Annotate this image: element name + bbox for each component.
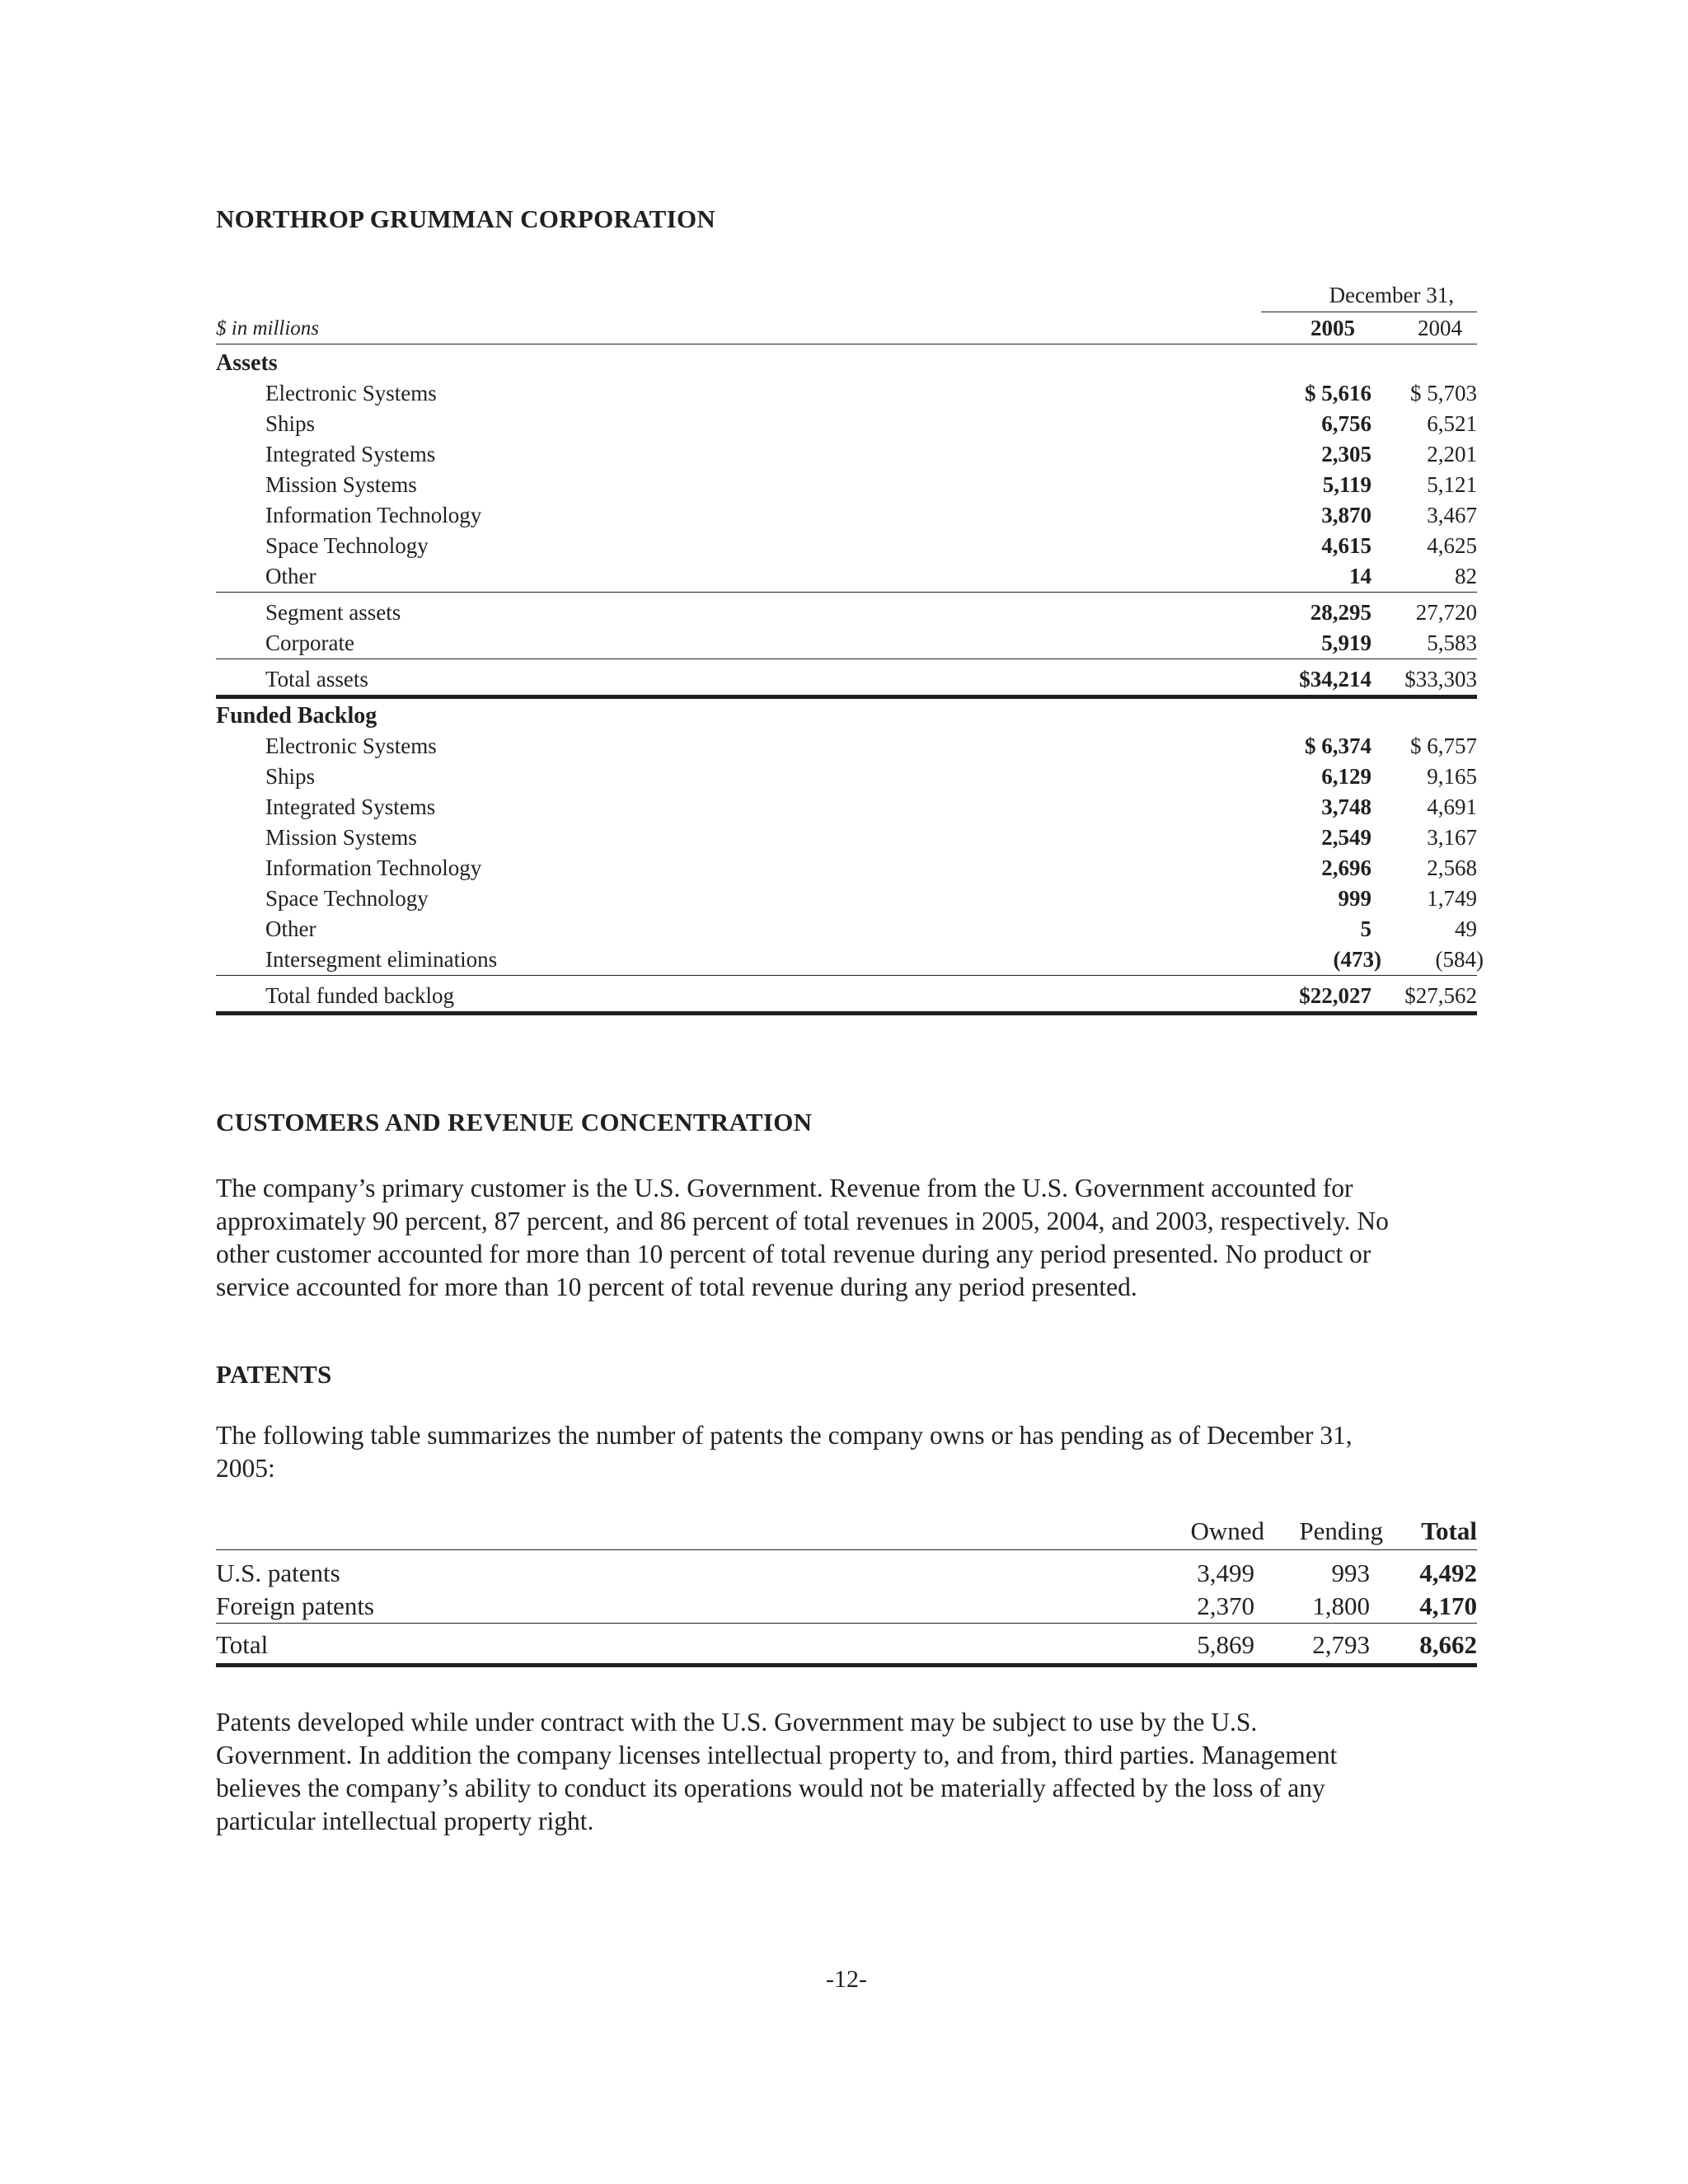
company-heading: NORTHROP GRUMMAN CORPORATION <box>216 204 716 233</box>
row-label: Total <box>216 1630 269 1659</box>
total-value: 4,492 <box>1419 1558 1477 1587</box>
value-2004: 3,467 <box>1427 503 1477 527</box>
segment-assets-row <box>216 598 1477 628</box>
paragraph-line: believes the company’s ability to conduct its operations would not be materially affected by the loss of any <box>216 1774 1325 1802</box>
paragraph-line: service accounted for more than 10 percent of total revenue during any period presented. <box>216 1272 1137 1301</box>
owned-value: 5,869 <box>1197 1630 1254 1659</box>
table-row <box>216 1557 1477 1590</box>
row-label: Foreign patents <box>216 1591 374 1620</box>
paragraph-line: The following table summarizes the number of patents the company owns or has pending as of December 31, <box>216 1421 1353 1450</box>
table-row <box>216 531 1477 561</box>
pending-value: 993 <box>1331 1558 1370 1587</box>
row-label: Ships <box>265 764 316 789</box>
value-2004: 2,201 <box>1427 442 1477 466</box>
row-label: Space Technology <box>265 533 429 558</box>
table-row <box>216 853 1477 883</box>
patents-closing-paragraph <box>216 1706 1477 1838</box>
table-header-date-row <box>216 280 1477 313</box>
paragraph-line: particular intellectual property right. <box>216 1807 594 1835</box>
value-2004: 2,568 <box>1427 855 1477 880</box>
row-label: Electronic Systems <box>265 733 437 758</box>
backlog-section-title-row <box>216 701 1477 731</box>
year-2004-header: 2004 <box>1418 316 1462 340</box>
owned-header: Owned <box>1190 1516 1264 1545</box>
paragraph-line: 2005: <box>216 1454 275 1483</box>
row-label: Other <box>265 564 316 588</box>
value-2005: 2,305 <box>1321 442 1372 466</box>
value-2004: 4,625 <box>1427 533 1477 558</box>
row-label: U.S. patents <box>216 1558 340 1587</box>
table-row <box>216 378 1477 409</box>
row-label: Intersegment eliminations <box>265 947 498 972</box>
pending-value: 1,800 <box>1312 1591 1370 1620</box>
value-2005: 5 <box>1360 916 1372 941</box>
row-label: Total funded backlog <box>265 983 455 1008</box>
value-2005: $ 5,616 <box>1305 381 1372 405</box>
table-row <box>216 500 1477 531</box>
total-funded-backlog-row <box>216 981 1477 1015</box>
row-label: Corporate <box>265 630 354 655</box>
value-2004: $33,303 <box>1404 667 1477 691</box>
row-label: Other <box>265 916 316 941</box>
value-2004: 49 <box>1455 916 1477 941</box>
table-row <box>216 561 1477 593</box>
value-2004: 3,167 <box>1427 825 1477 850</box>
value-2005: $34,214 <box>1299 667 1372 691</box>
value-2005: 6,756 <box>1321 411 1372 436</box>
value-2005: 2,549 <box>1321 825 1372 850</box>
total-value: 8,662 <box>1419 1630 1477 1659</box>
row-label: Mission Systems <box>265 825 417 850</box>
value-2004: 27,720 <box>1415 600 1477 625</box>
value-2005: 5,919 <box>1321 630 1372 655</box>
page-number: -12- <box>826 1966 867 1993</box>
table-row <box>216 914 1477 944</box>
row-label: Segment assets <box>265 600 401 625</box>
value-2005: $ 6,374 <box>1305 733 1372 758</box>
value-2005: 28,295 <box>1310 600 1372 625</box>
corporate-row <box>216 628 1477 659</box>
table-row <box>216 792 1477 823</box>
value-2004: $ 5,703 <box>1410 381 1477 405</box>
owned-value: 3,499 <box>1197 1558 1254 1587</box>
row-label: Integrated Systems <box>265 794 436 819</box>
value-2005: 14 <box>1349 564 1372 588</box>
year-2005-header: 2005 <box>1311 316 1355 340</box>
patents-table <box>216 1515 1477 1667</box>
value-2005: 3,870 <box>1321 503 1372 527</box>
value-2004: 82 <box>1455 564 1477 588</box>
value-2004: 1,749 <box>1427 886 1477 911</box>
total-assets-row <box>216 664 1477 699</box>
value-2004: 9,165 <box>1427 764 1477 789</box>
assets-section-title: Assets <box>216 350 278 376</box>
table-row <box>216 470 1477 500</box>
row-label: Information Technology <box>265 855 482 880</box>
value-2005: 5,119 <box>1322 472 1372 497</box>
value-2004: 5,583 <box>1427 630 1477 655</box>
row-label: Space Technology <box>265 886 429 911</box>
row-label: Electronic Systems <box>265 381 437 405</box>
owned-value: 2,370 <box>1197 1591 1254 1620</box>
value-2005: (473) <box>1333 947 1381 972</box>
total-value: 4,170 <box>1419 1591 1477 1620</box>
row-label: Information Technology <box>265 503 482 527</box>
table-row <box>216 439 1477 470</box>
value-2005: 999 <box>1338 886 1372 911</box>
unit-label: $ in millions <box>216 317 320 340</box>
table-row <box>216 762 1477 792</box>
value-2004: 6,521 <box>1427 411 1477 436</box>
total-header: Total <box>1421 1516 1477 1545</box>
row-label: Ships <box>265 411 316 436</box>
pending-header: Pending <box>1299 1516 1383 1545</box>
paragraph-line: Patents developed while under contract with the U.S. Government may be subject to use by the U.S. <box>216 1708 1258 1736</box>
table-row <box>216 409 1477 439</box>
value-2004: $27,562 <box>1404 983 1477 1008</box>
value-2004: 4,691 <box>1427 794 1477 819</box>
value-2004: $ 6,757 <box>1410 733 1477 758</box>
table-row <box>216 823 1477 853</box>
patents-heading: PATENTS <box>216 1360 332 1389</box>
patents-intro-paragraph <box>216 1419 1477 1485</box>
segment-table <box>216 280 1484 1015</box>
value-2005: 3,748 <box>1321 794 1372 819</box>
assets-section-title-row <box>216 348 1477 378</box>
row-label: Mission Systems <box>265 472 417 497</box>
table-row <box>216 731 1477 762</box>
paragraph-line: other customer accounted for more than 10 percent of total revenue during any period presented. No product or <box>216 1240 1372 1268</box>
paragraph-line: The company’s primary customer is the U.S. Government. Revenue from the U.S. Government accounted for <box>216 1174 1353 1202</box>
table-row <box>216 883 1477 914</box>
header-date: December 31, <box>1329 283 1454 307</box>
row-label: Integrated Systems <box>265 442 436 466</box>
pending-value: 2,793 <box>1312 1630 1370 1659</box>
paragraph-line: Government. In addition the company licenses intellectual property to, and from, third parties. Management <box>216 1741 1338 1769</box>
value-2004: (584) <box>1435 947 1484 972</box>
value-2005: 4,615 <box>1321 533 1372 558</box>
table-header-row <box>216 313 1477 344</box>
table-row <box>216 1590 1477 1624</box>
row-label: Total assets <box>265 667 368 691</box>
intersegment-eliminations-row <box>216 944 1484 976</box>
value-2005: $22,027 <box>1299 983 1372 1008</box>
customers-paragraph <box>216 1172 1477 1304</box>
value-2005: 2,696 <box>1321 855 1372 880</box>
value-2004: 5,121 <box>1427 472 1477 497</box>
patents-total-row <box>216 1629 1477 1667</box>
customers-heading: CUSTOMERS AND REVENUE CONCENTRATION <box>216 1108 813 1137</box>
paragraph-line: approximately 90 percent, 87 percent, and 86 percent of total revenues in 2005, 2004, and 2003, respectively. No <box>216 1207 1389 1235</box>
value-2005: 6,129 <box>1321 764 1372 789</box>
patents-header-row <box>216 1515 1477 1550</box>
backlog-section-title: Funded Backlog <box>216 703 377 729</box>
